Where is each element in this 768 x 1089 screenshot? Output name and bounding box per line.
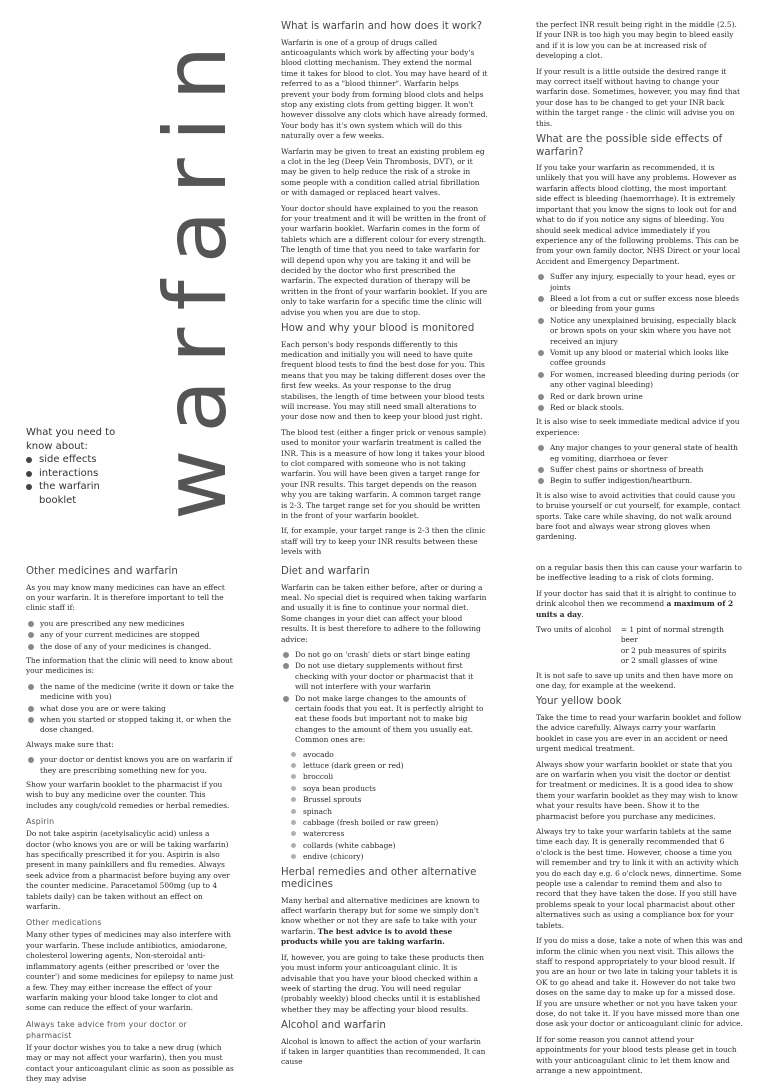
paragraph: If your result is a little outside the desired range it may correct itself without having to change your warfarin dose. Sometimes, however, you may find that your dose has to be changed to get your INR back within the target range - the clinic will advise you on this.: [536, 66, 740, 128]
section-heading: What is warfarin and how does it work?: [281, 21, 482, 32]
list-item: you are prescribed any new medicines: [26, 619, 234, 629]
units-value: or 2 small glasses of wine: [620, 656, 718, 666]
list-item: Vomit up any blood or material which looks like coffee grounds: [536, 348, 743, 369]
column-other-medicines: [26, 563, 234, 1089]
section-heading: Diet and warfarin: [281, 566, 370, 577]
paragraph: If, for example, your target range is 2-3 then the clinic staff will try to keep your INR results between these levels with: [281, 526, 486, 557]
bullet-list: [26, 755, 234, 776]
paragraph: As you may know many medicines can have an effect on your warfarin. It is therefore important to tell the clinic staff if:: [26, 582, 225, 613]
list-item: soya bean products: [281, 784, 488, 794]
paragraph: Each person's body responds differently to this medication and initially you will need to have quite frequent blood tests to find the best dose for you. This means that you may be taking different doses over the first few weeks. As your response to the drug stabilises, the length of time between your blood tests will increase. You may still need small alterations to your dose now and then to keep your blood just right.: [281, 339, 486, 422]
paragraph: Always try to take your warfarin tablets at the same time each day. It is generally recommended that 6 o'clock is the best time. However, choose a time you will remember and try to link it with an activity which you do each day e.g. 6 o'clock news, dinnertime. Some people use a calendar to remind them and also to record that they have taken the dose. If you still have problems speak to your local pharmacist about other alternatives such as using a compliance box for your tablets.: [536, 827, 742, 930]
units-values: [621, 625, 743, 667]
paragraph: the perfect INR result being right in the middle (2.5). If your INR is too high you may begin to bleed easily and if it is low you can be at increased risk of developing a clot.: [536, 20, 737, 61]
list-item: cabbage (fresh boiled or raw green): [281, 818, 488, 828]
list-item: watercress: [281, 829, 488, 839]
units-label: Two units of alcohol: [536, 625, 612, 635]
column-what-is-warfarin: [281, 18, 488, 563]
paragraph-text: If your doctor has said that it is alright to continue to drink alcohol then we recommend: [536, 588, 737, 609]
list-item: Any major changes to your general state of health eg vomiting, diarrhoea or fever: [536, 443, 743, 464]
subheading: Aspirin: [26, 817, 55, 827]
subheading: Other medications: [26, 918, 102, 928]
list-item: your doctor or dentist knows you are on warfarin if they are prescribing something new for you.: [26, 755, 234, 776]
paragraph: If you do miss a dose, take a note of when this was and inform the clinic when you next visit. This allows the staff to respond appropriately to your blood result. If you are an hour or two late in taking your tablets it is OK to go ahead and take it. However do not take two doses on the same day to make up for a missed dose. If you are unsure whether or not you have taken your dose, do not take it. If you have missed more than one dose ask your doctor or anticoagulant clinic for advice.: [536, 936, 743, 1029]
paragraph: Many other types of medicines may also interfere with your warfarin. These include antibiotics, amiodarone, cholesterol lowering agents, Non-steroidal anti-inflammatory agents (either prescribed or 'over the counter') and some medicines for epilepsy to name just a few. They may either increase the effect of your warfarin making your blood take longer to clot and some can reduce the effect of your warfarin.: [26, 930, 234, 1013]
paragraph: [281, 896, 488, 948]
list-item: spinach: [281, 807, 488, 817]
section-heading: Alcohol and warfarin: [281, 1020, 386, 1032]
bold-advice: a maximum of 2 units a day: [536, 599, 734, 619]
list-item: the dose of any of your medicines is changed.: [26, 642, 234, 652]
units-value: = 1 pint of normal strength beer: [620, 625, 724, 645]
list-item: avocado: [281, 750, 488, 760]
paragraph: If your doctor wishes you to take a new drug (which may or may not affect your warfarin), then you must contact your anticoagulant clinic as soon as possible as they may advise: [26, 1042, 234, 1083]
column-diet: [281, 563, 488, 1073]
section-heading: Your yellow book: [536, 696, 622, 708]
paragraph: Take the time to read your warfarin booklet and follow the advice carefully. Always carry your warfarin booklet in case you are ever in an accident or need urgent medical treatment.: [536, 712, 742, 754]
paragraph: It is not safe to save up units and then have more on one day, for example at the weekend.: [536, 670, 734, 691]
paragraph: Always make sure that:: [26, 739, 114, 749]
section-heading: Other medicines and warfarin: [26, 566, 178, 577]
list-item: endive (chicory): [281, 852, 488, 862]
list-item: side effects: [26, 453, 136, 467]
bullet-list: [281, 650, 488, 746]
list-item: Red or black stools.: [536, 403, 743, 413]
subheading: Always take advice from your doctor or pharmacist: [26, 1019, 187, 1040]
list-item: the warfarin booklet: [26, 480, 136, 507]
list-item: lettuce (dark green or red): [281, 761, 488, 771]
paragraph: on a regular basis then this can cause your warfarin to be ineffective leading to a risk of clots forming.: [536, 563, 742, 583]
list-item: Brussel sprouts: [281, 795, 488, 805]
section-heading: What are the possible side effects of warfarin?: [536, 134, 723, 158]
paragraph: The blood test (either a finger prick or venous sample) used to monitor your warfarin treatment is called the INR. This is a measure of how long it takes your blood to clot compared with someone who is not taking warfarin. You will have been given a target range for your INR results. This target depends on the reason why you are taking warfarin. A common target range is 2-3. The target range set for you should be written in the front of your warfarin booklet.: [281, 427, 487, 521]
column-side-effects: [536, 20, 743, 548]
paragraph: If, however, you are going to take these products then you must inform your anticoagulant clinic. It is advisable that you have your blood checked within a week of starting the drug. You will need regular (probably weekly) blood checks until it is established whether they may be affecting your blood results.: [281, 952, 485, 1014]
list-item: Do not use dietary supplements without first checking with your doctor or pharmacist that it will not interfere with your warfarin: [281, 661, 488, 692]
paragraph: Alcohol is known to affect the action of your warfarin if taken in larger quantities than recommended. It can cause: [281, 1036, 486, 1067]
paragraph-end: .: [581, 609, 584, 619]
bullet-list: [26, 619, 234, 652]
section-heading: Herbal remedies and other alternative medicines: [281, 866, 477, 891]
list-item: Suffer any injury, especially to your head, eyes or joints: [536, 272, 743, 293]
bullet-list: [536, 443, 743, 487]
list-item: when you started or stopped taking it, or when the dose changed.: [26, 715, 234, 736]
list-item: the name of the medicine (write it down or take the medicine with you): [26, 682, 234, 703]
list-item: broccoli: [281, 772, 488, 782]
list-item: Red or dark brown urine: [536, 392, 743, 402]
list-item: collards (white cabbage): [281, 841, 488, 851]
paragraph: Always show your warfarin booklet or state that you are on warfarin when you visit the doctor or dentist for treatment or medicines. It is a good idea to show them your warfarin booklet as they may wish to know what your results have been. Show it to the pharmacist before you purchase any medicines.: [536, 759, 738, 821]
paragraph: The information that the clinic will need to know about your medicines is:: [26, 655, 233, 676]
paragraph: [536, 589, 743, 620]
paragraph: Warfarin can be taken either before, after or during a meal. No special diet is required when taking warfarin and usually it is fine to continue your normal diet. Some changes in your diet can affect your blood results. It is best therefore to adhere to the following advice:: [281, 582, 487, 644]
paragraph: Warfarin may be given to treat an existing problem eg a clot in the leg (Deep Vein Thrombosis, DVT), or it may be given to help reduce the risk of a stroke in some people with a condition called atrial fibrillation or with damaged or replaced heart valves.: [281, 146, 485, 198]
units-table: [536, 625, 743, 667]
list-item: Suffer chest pains or shortness of breath: [536, 465, 743, 475]
section-heading: How and why your blood is monitored: [281, 323, 475, 335]
list-item: Bleed a lot from a cut or suffer excess nose bleeds or bleeding from your gums: [536, 294, 743, 315]
column-yellow-book: [536, 563, 743, 1081]
bullet-list: [26, 682, 234, 736]
list-item: Do not make large changes to the amounts of certain foods that you eat. It is perfectly alright to eat these foods but important not to make big changes to the amount of them you usually eat. Common ones are:: [281, 694, 488, 746]
page-title: warfarin: [146, 28, 246, 520]
list-item: Notice any unexplained bruising, especially black or brown spots on your skin where you have not received an injury: [536, 316, 743, 347]
paragraph-text: Many herbal and alternative medicines are known to affect warfarin therapy but for some we simply don't know whether or not they are safe to take with your warfarin.: [281, 895, 480, 936]
sidebar-heading: What you need to know about:: [26, 427, 116, 452]
food-list: [281, 750, 488, 863]
paragraph: If you take your warfarin as recommended, it is unlikely that you will have any problems. However as warfarin affects blood clotting, the most important side effect is bleeding (haemorrhage). It is extremely important that you know the signs to look out for and what to do if you notice any signs of bleeding. You should seek medical advice immediately if you experience any of the following problems. This can be from your own family doctor, NHS Direct or your local Accident and Emergency Department.: [536, 163, 741, 266]
sidebar-list: [26, 453, 136, 507]
paragraph: Show your warfarin booklet to the pharmacist if you wish to buy any medicine over the counter. This includes any cough/cold remedies or herbal remedies.: [26, 780, 230, 810]
sidebar: [26, 426, 136, 511]
paragraph: It is also wise to avoid activities that could cause you to bruise yourself or cut yourself, for example, contact sports. Take care while shaving, do not walk around bare foot and always wear strong gloves when gardening.: [536, 490, 741, 542]
bold-advice: The best advice is to avoid these products while you are taking warfarin.: [281, 926, 453, 947]
paragraph: It is also wise to seek immediate medical advice if you experience:: [536, 417, 740, 437]
list-item: any of your current medicines are stopped: [26, 630, 234, 640]
paragraph: If for some reason you cannot attend your appointments for your blood tests please get in touch with your anticoagulant clinic to let them know and arrange a new appointment.: [536, 1034, 737, 1075]
list-item: Begin to suffer indigestion/heartburn.: [536, 476, 743, 486]
list-item: interactions: [26, 467, 136, 481]
paragraph: Warfarin is one of a group of drugs called anticoagulants which work by affecting your body's blood clotting mechanism. They extend the normal time it takes for blood to clot. You may have heard of it referred to as a "blood thinner". Warfarin helps prevent your body from forming blood clots and helps stop any existing clots from getting bigger. It won't however dissolve any clots which have already formed. Your body has it's own system which will do this naturally over a few weeks.: [281, 37, 488, 141]
paragraph: Do not take aspirin (acetylsalicylic acid) unless a doctor (who knows you are or will be taking warfarin) has specifically prescribed it for you. Aspirin is also present in many painkillers and flu remedies. Always seek advice from a pharmacist before buying any over the counter medicine. Paracetamol 500mg (up to 4 tablets daily) can be taken without an effect on warfarin.: [26, 829, 230, 912]
units-value: or 2 pub measures of spirits: [620, 645, 727, 655]
paragraph: Your doctor should have explained to you the reason for your treatment and it will be written in the front of your warfarin booklet. Warfarin comes in the form of tablets which are a different colour for every strength. The length of time that you need to take warfarin for will depend upon why you are taking it and will be decided by the doctor who first prescribed the warfarin. The expected duration of therapy will be written in the front of your warfarin booklet. If you are only to take warfarin for a specific time the clinic will advise you when you are due to stop.: [281, 203, 488, 317]
bullet-list: [536, 272, 743, 413]
list-item: Do not go on 'crash' diets or start binge eating: [281, 650, 488, 660]
list-item: For women, increased bleeding during periods (or any other vaginal bleeding): [536, 370, 743, 391]
list-item: what dose you are or were taking: [26, 704, 234, 714]
